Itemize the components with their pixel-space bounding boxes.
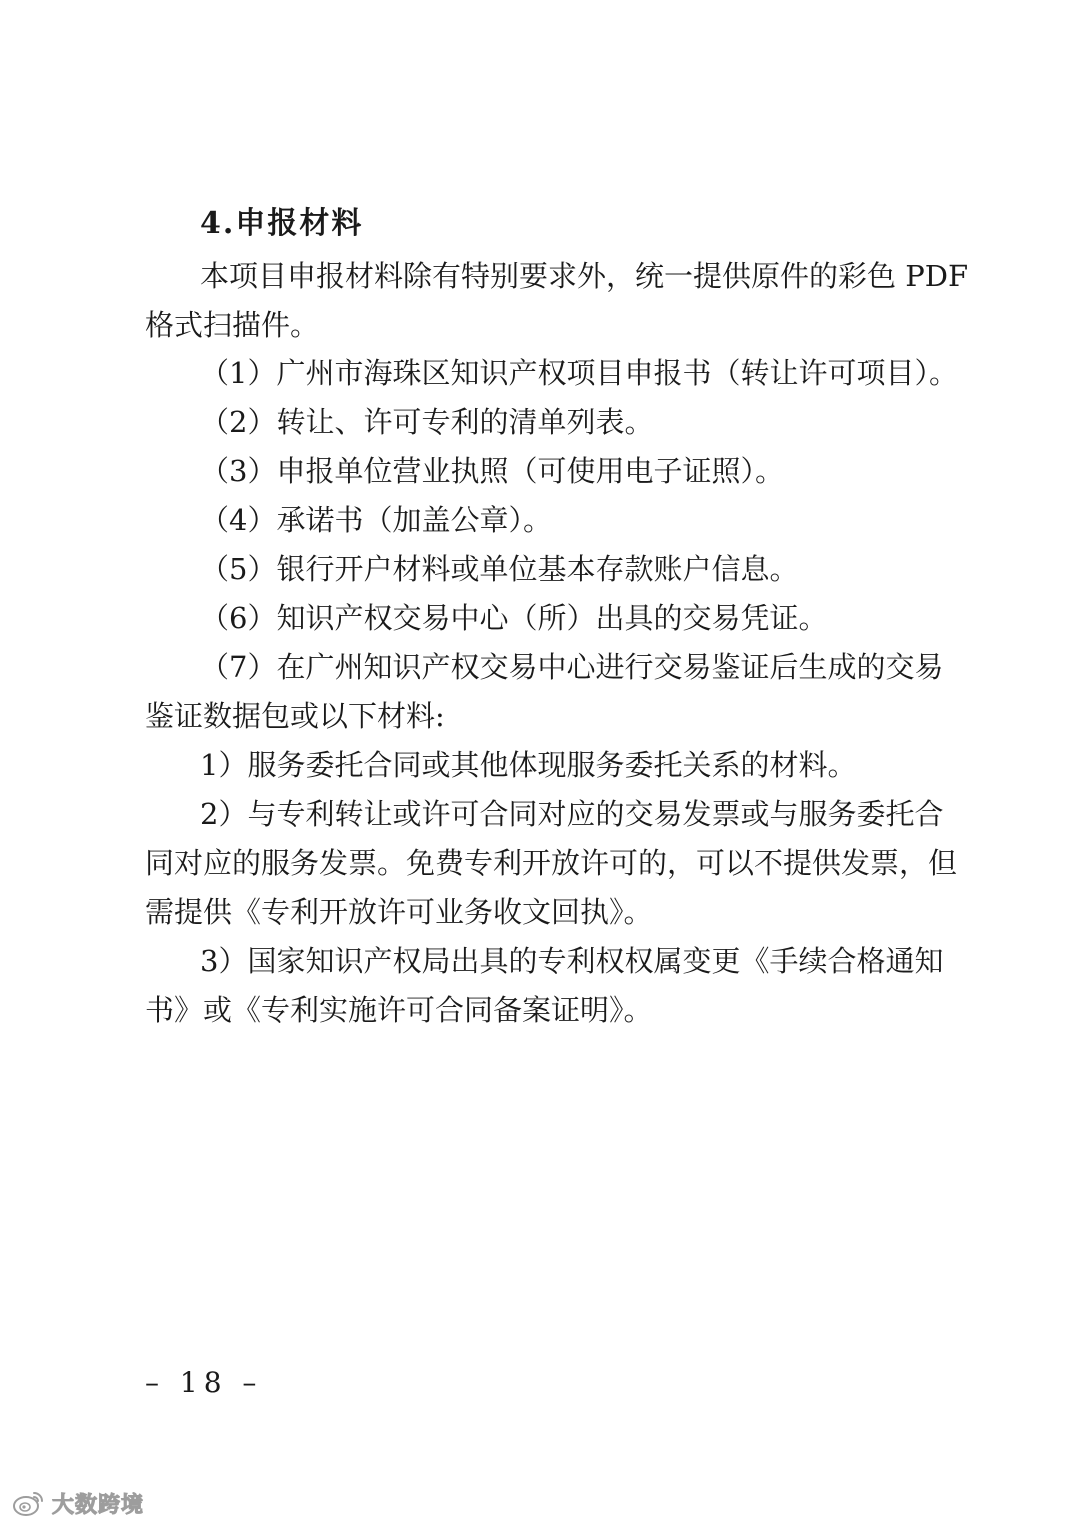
sub-list-item-continuation: 同对应的服务发票。免费专利开放许可的，可以不提供发票，但 [145,846,958,880]
list-item: （6）知识产权交易中心（所）出具的交易凭证。 [200,601,828,635]
sub-list-item: 3）国家知识产权局出具的专利权权属变更《手续合格通知 [200,944,944,978]
weibo-logo-icon [12,1489,46,1517]
body-line: 本项目申报材料除有特别要求外，统一提供原件的彩色 PDF [200,259,969,293]
watermark-text: 大数跨境 [52,1492,145,1518]
list-item: （3）申报单位营业执照（可使用电子证照）。 [200,454,784,488]
list-item-continuation: 鉴证数据包或以下材料: [145,699,445,733]
sub-list-item-continuation: 需提供《专利开放许可业务收文回执》。 [145,895,653,929]
body-line: 格式扫描件。 [145,308,320,342]
list-item: （7）在广州知识产权交易中心进行交易鉴证后生成的交易 [200,650,944,684]
list-item: （5）银行开户材料或单位基本存款账户信息。 [200,552,799,586]
page-number: – 18 – [145,1366,263,1399]
watermark [12,1487,144,1519]
list-item: （2）转让、许可专利的清单列表。 [200,405,654,439]
sub-list-item: 1）服务委托合同或其他体现服务委托关系的材料。 [200,748,857,782]
section-heading: 4.申报材料 [200,206,364,241]
sub-list-item: 2）与专利转让或许可合同对应的交易发票或与服务委托合 [200,797,944,831]
sub-list-item-continuation: 书》或《专利实施许可合同备案证明》。 [145,993,653,1027]
list-item: （1）广州市海珠区知识产权项目申报书（转让许可项目）。 [200,356,958,390]
list-item: （4）承诺书（加盖公章）。 [200,503,552,537]
